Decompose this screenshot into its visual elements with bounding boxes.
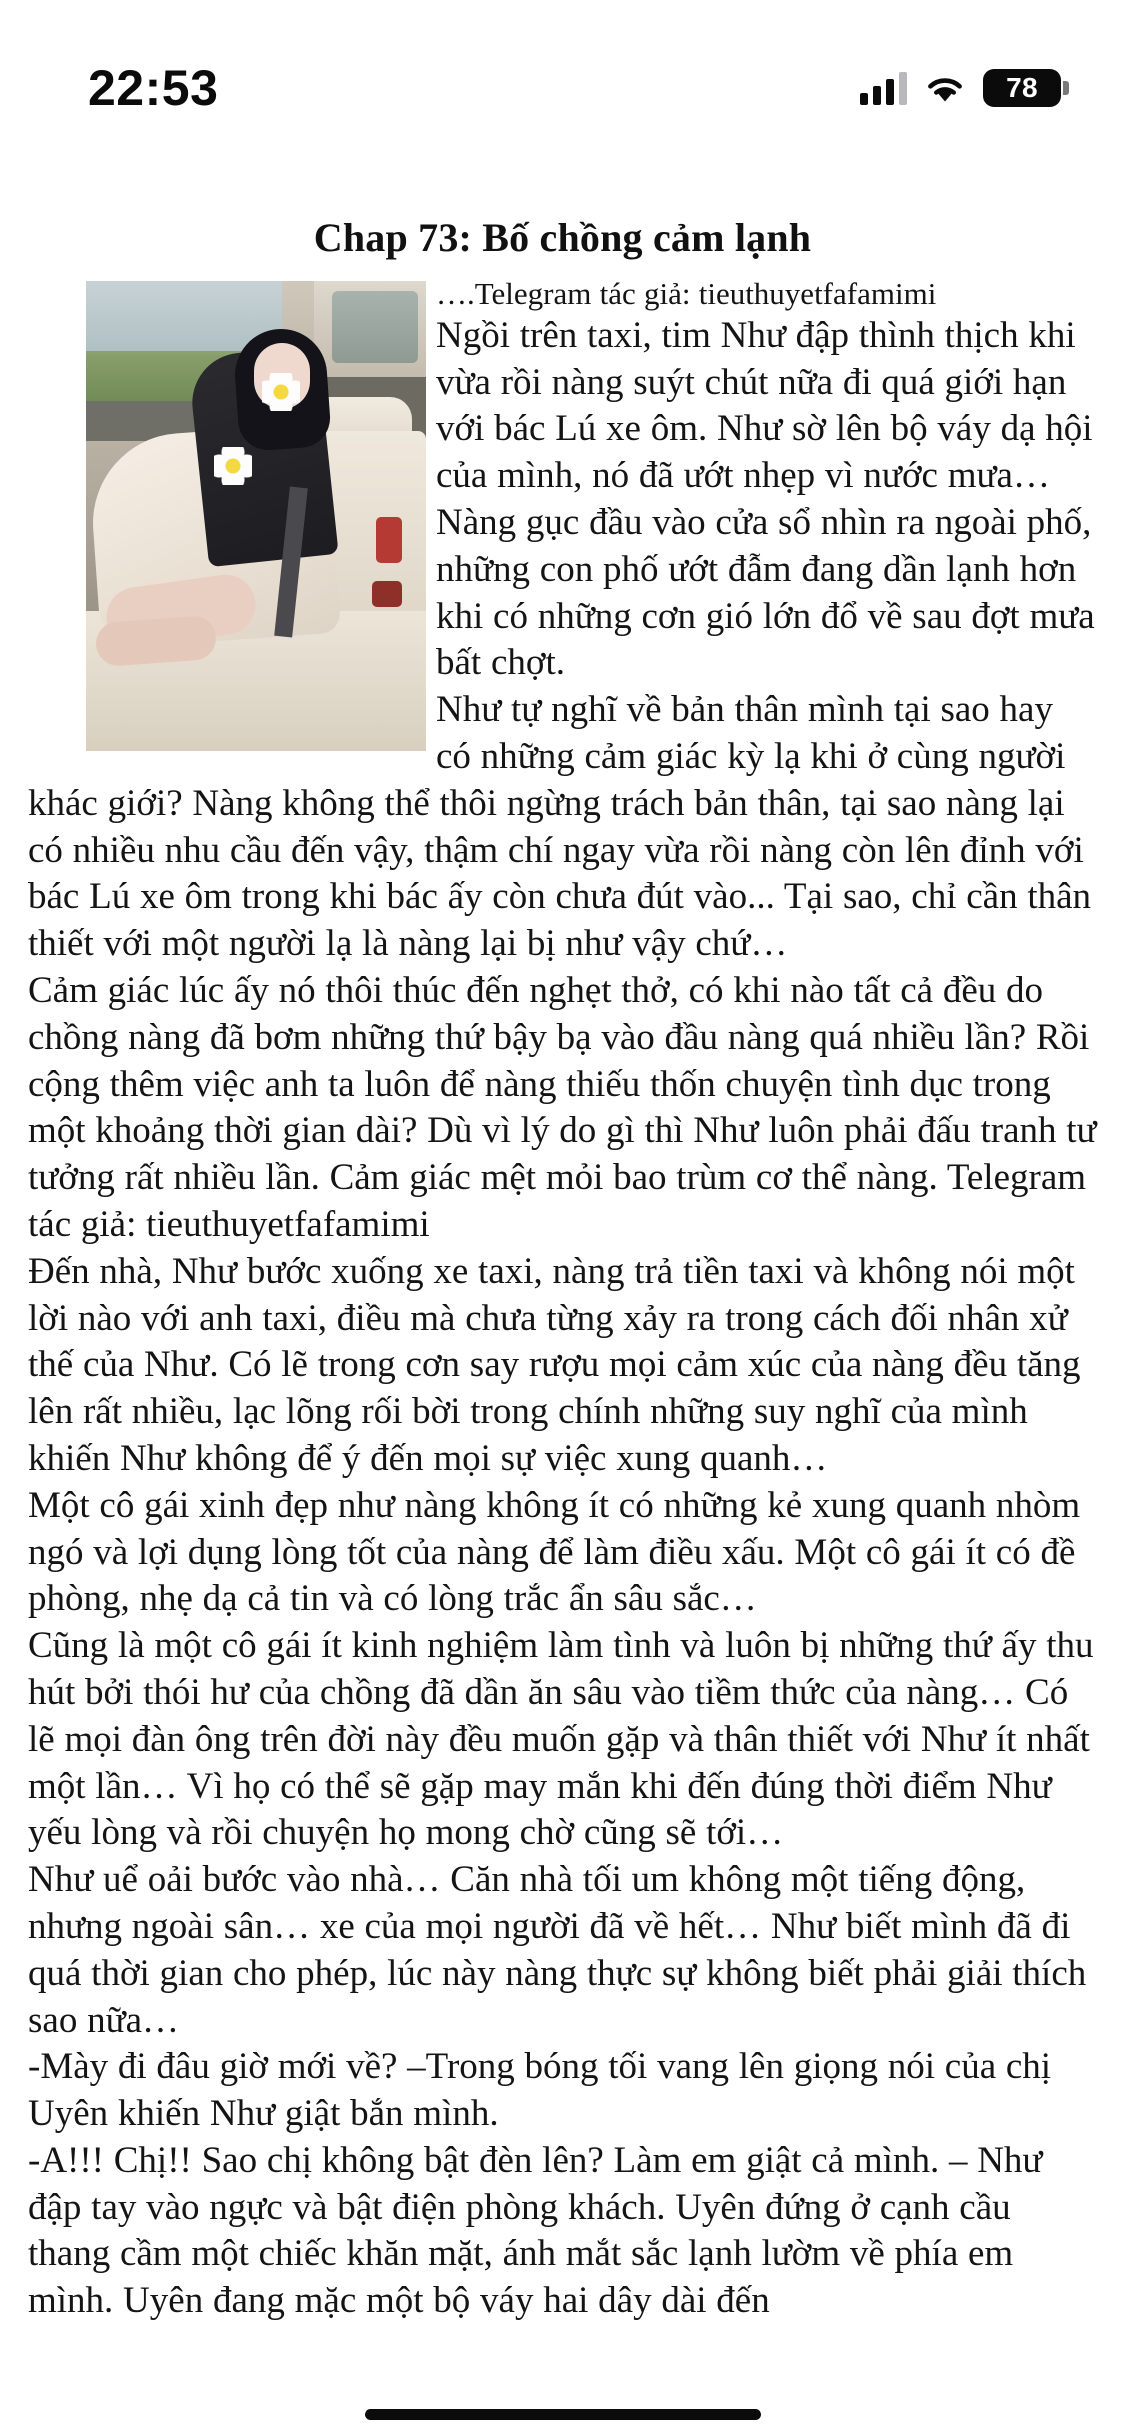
wifi-icon (923, 71, 967, 105)
paragraph-3: Cảm giác lúc ấy nó thôi thúc đến nghẹt thở, có khi nào tất cả đều do chồng nàng đã bơm những thứ bậy bạ vào đầu nàng quá nhiều lần? Rồi cộng thêm việc anh ta luôn để nàng thiếu thốn chuyện tình dục trong một khoảng thời gian dài? Dù vì lý do gì thì Như luôn phải đấu tranh tư tưởng rất nhiều lần. Cảm giác mệt mỏi bao trùm cơ thể nàng. Telegram tác giả: tieuthuyetfafamimi (28, 969, 1097, 1245)
paragraph-9: -A!!! Chị!! Sao chị không bật đèn lên? Làm em giật cả mình. – Như đập tay vào ngực và bật điện phòng khách. Uyên đứng ở cạnh cầu thang cầm một chiếc khăn mặt, ánh mắt sắc lạnh lườm về phía em mình. Uyên đang mặc một bộ váy hai dây dài đến (28, 2139, 1043, 2322)
reader-content[interactable] (0, 140, 1125, 2436)
paragraph-6: Cũng là một cô gái ít kinh nghiệm làm tình và luôn bị những thứ ấy thu hút bởi thói hư của chồng đã dần ăn sâu vào tiềm thức của nàng… Có lẽ mọi đàn ông trên đời này đều muốn gặp và thân thiết với Như ít nhất một lần… Vì họ có thể sẽ gặp may mắn khi đến đúng thời điểm Như yếu lòng và rồi chuyện họ mong chờ cũng sẽ tới… (28, 1625, 1094, 1854)
chapter-body (28, 275, 1097, 2325)
page-title: Chap 73: Bố chồng cảm lạnh (313, 215, 812, 260)
battery-icon (983, 69, 1061, 107)
paragraph-1: Ngồi trên taxi, tim Như đập thình thịch khi vừa rồi nàng suýt chút nữa đi quá giới hạn với bác Lú xe ôm. Như sờ lên bộ váy dạ hội của mình, nó đã ướt nhẹp vì nước mưa… Nàng gục đầu vào cửa sổ nhìn ra ngoài phố, những con phố ướt đẫm đang dần lạnh hơn khi có những cơn gió lớn đổ về sau đợt mưa bất chợt. (436, 314, 1095, 684)
paragraph-2: Như tự nghĩ về bản thân mình tại sao hay có những cảm giác kỳ lạ khi ở cùng người khác giới? Nàng không thể thôi ngừng trách bản thân, tại sao nàng lại có nhiều nhu cầu đến vậy, thậm chí ngay vừa rồi nàng còn lên đỉnh với bác Lú xe ôm trong khi bác ấy còn chưa đút vào... Tại sao, chỉ cần thân thiết với một người lạ là nàng lại bị như vậy chứ… (28, 689, 1092, 965)
paragraph-5: Một cô gái xinh đẹp như nàng không ít có những kẻ xung quanh nhòm ngó và lợi dụng lòng tốt của nàng để làm điều xấu. Một cô gái ít có đề phòng, nhẹ dạ cả tin và có lòng trắc ẩn sâu sắc… (28, 1484, 1081, 1620)
status-bar (0, 0, 1125, 140)
cellular-bars-icon (860, 71, 907, 105)
status-right-cluster (860, 69, 1061, 107)
battery-percent-label: 78 (1006, 72, 1038, 103)
status-time: 22:53 (88, 60, 219, 116)
telegram-credit: ….Telegram tác giả: tieuthuyetfafamimi (436, 276, 937, 311)
home-indicator[interactable] (365, 2409, 761, 2420)
chapter-illustration (86, 281, 426, 751)
paragraph-4: Đến nhà, Như bước xuống xe taxi, nàng trả tiền taxi và không nói một lời nào với anh taxi, điều mà chưa từng xảy ra trong cách đối nhân xử thế của Như. Có lẽ trong cơn say rượu mọi cảm xúc của nàng đều tăng lên rất nhiều, lạc lõng rối bời trong chính những suy nghĩ của mình khiến Như không để ý đến mọi sự việc xung quanh… (28, 1250, 1081, 1479)
paragraph-7: Như uể oải bước vào nhà… Căn nhà tối um không một tiếng động, nhưng ngoài sân… xe của mọi người đã về hết… Như biết mình đã đi quá thời gian cho phép, lúc này nàng thực sự không biết phải giải thích sao nữa… (28, 1859, 1087, 2041)
paragraph-8: -Mày đi đâu giờ mới về? –Trong bóng tối vang lên giọng nói của chị Uyên khiến Như giật bắn mình. (28, 2046, 1052, 2135)
